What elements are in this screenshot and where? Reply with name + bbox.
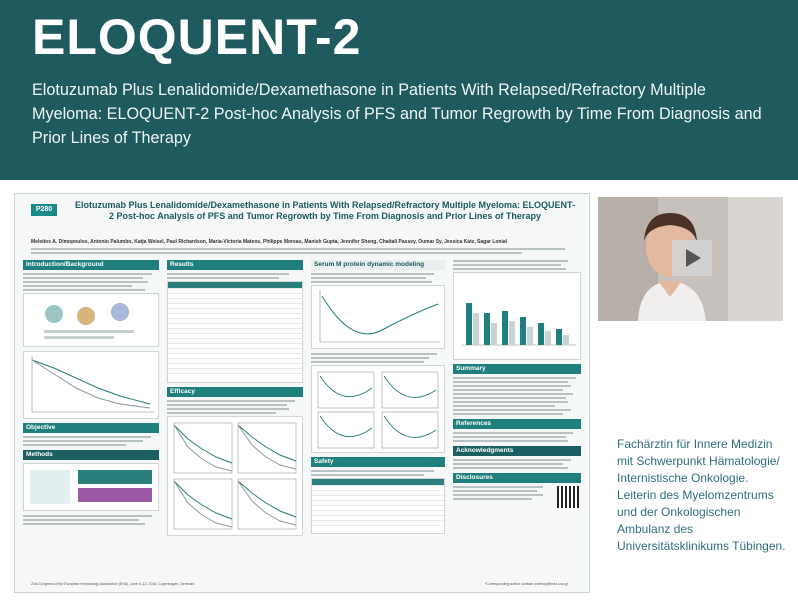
section-efficacy: Efficacy <box>167 387 303 397</box>
play-button[interactable] <box>672 240 712 276</box>
poster-image[interactable] <box>14 193 590 593</box>
qr-code-icon <box>557 486 579 508</box>
poster-affiliations <box>31 246 576 256</box>
section-acknowledgments: Acknowledgments <box>453 446 581 456</box>
section-serum: Serum M protein dynamic modeling <box>311 260 445 270</box>
figure-pfs-curves <box>167 416 303 536</box>
figure-time-to-treatment <box>23 351 159 419</box>
section-disclosures: Disclosures <box>453 473 581 483</box>
figure-mechanism <box>23 293 159 347</box>
poster-header <box>15 194 589 238</box>
speaker-bio: Fachärztin für Innere Medizin mit Schwerpunkt Hämatologie/ Internistische Onkologie. Leiterin des Myelomzentrums und der Onkologischen Ambulanz des Universitätsklinikums Tübingen. <box>617 437 786 553</box>
section-references: References <box>453 419 581 429</box>
table-safety <box>311 478 445 534</box>
speaker-video[interactable] <box>598 197 783 321</box>
section-results: Results <box>167 260 303 270</box>
poster-column-2 <box>167 260 303 540</box>
play-icon <box>672 240 712 276</box>
header-banner <box>0 0 798 180</box>
table-baseline <box>167 281 303 383</box>
banner-title: ELOQUENT-2 <box>32 9 362 65</box>
figure-tumor-growth-model <box>311 285 445 349</box>
poster-column-4 <box>453 260 581 502</box>
poster-authors: Meletios A. Dimopoulos, Antonio Palumbo, Katja Weisel, Paul Richardson, Maria-Victoria Mateos, Philippe Moreau, Manish Gupta, Jennifer Sheng, Chaitali Passey, Oumar Sy, Jessica Katz, Sagar Lonial <box>31 239 508 245</box>
figure-trial-design <box>23 463 159 511</box>
figure-bar-chart <box>453 272 581 360</box>
section-summary: Summary <box>453 364 581 374</box>
poster-column-3 <box>311 260 445 538</box>
poster-footer-left: 21st Congress of the European Hematology Association (EHA), June 9–12, 2016, Copenhagen, Denmark <box>31 582 195 586</box>
poster-badge: P280 <box>31 204 57 216</box>
section-safety: Safety <box>311 457 445 467</box>
poster-column-1 <box>23 260 159 527</box>
section-objective: Objective <box>23 423 159 433</box>
poster-footer-right: *Corresponding author contact: mdimop@med.uoa.gr <box>485 582 569 586</box>
figure-tumor-regrowth <box>311 365 445 453</box>
banner-subtitle: Elotuzumab Plus Lenalidomide/Dexamethasone in Patients With Relapsed/Refractory Multiple Myeloma: ELOQUENT-2 Post-hoc Analysis of PFS and Tumor Regrowth by Time From Diagnosis and Prior Lines of Therapy <box>32 81 762 147</box>
section-methods: Methods <box>23 450 159 460</box>
section-intro: Introduction/Background <box>23 260 159 270</box>
poster-title: Elotuzumab Plus Lenalidomide/Dexamethasone in Patients With Relapsed/Refractory Multiple Myeloma: ELOQUENT-2 Post-hoc Analysis of PFS and Tumor Regrowth by Time From Diagnosis and Prior Lines of Therapy <box>75 200 576 221</box>
